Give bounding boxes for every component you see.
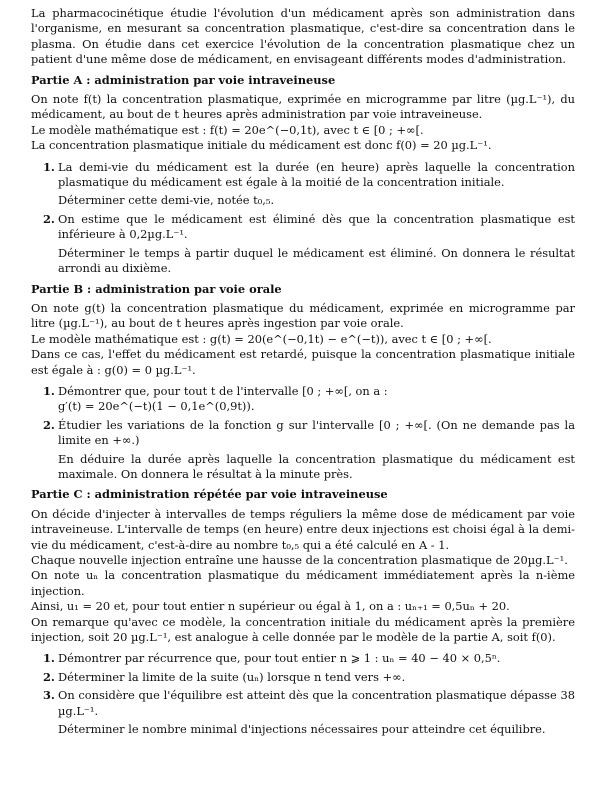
part-a-question-1 [31,160,575,209]
part-c-questions [31,651,575,737]
question-subtext: Déterminer le nombre minimal d'injections nécessaires pour atteindre cet équilibre. [58,722,546,737]
question-text: Déterminer la limite de la suite (uₙ) lorsque n tend vers +∞. [58,669,406,684]
part-b-paragraph-1: On note g(t) la concentration plasmatique du médicament, exprimée en microgramme par litre (µg.L⁻¹), au bout de t heures après ingestion par voie orale. [31,300,575,331]
part-a-question-2 [31,212,575,277]
question-text: Démontrer par récurrence que, pour tout entier n ⩾ 1 : uₙ = 40 − 40 × 0,5ⁿ. [58,651,501,666]
question-text: Étudier les variations de la fonction g sur l'intervalle [0 ; +∞[. (On ne demande pas la limite en +∞.) [58,417,575,448]
part-c-paragraph-3: On note uₙ la concentration plasmatique du médicament immédiatement après la n-ième injection. [31,568,575,598]
question-text: On considère que l'équilibre est atteint dès que la concentration plasmatique dépasse 38 µg.L⁻¹. [58,688,575,718]
part-b-paragraph-2: Le modèle mathématique est : g(t) = 20(e^(−0,1t) − e^(−t)), avec t ∈ [0 ; +∞[. [31,331,492,346]
question-number: 2. [43,211,55,226]
question-number: 3. [43,688,55,703]
part-c-paragraph-2: Chaque nouvelle injection entraîne une hausse de la concentration plasmatique de 20µg.L⁻¹. [31,553,568,567]
part-a-paragraph-2: Le modèle mathématique est : f(t) = 20e^(−0,1t), avec t ∈ [0 ; +∞[. [31,122,424,137]
part-a-title: Partie A : administration par voie intraveineuse [31,72,336,87]
question-number: 2. [43,669,55,684]
part-a-paragraph-3: La concentration plasmatique initiale du médicament est donc f(0) = 20 µg.L⁻¹. [31,138,492,153]
part-c-title: Partie C : administration répétée par voie intraveineuse [31,487,388,502]
part-b-paragraph-3: Dans ce cas, l'effet du médicament est retardé, puisque la concentration plasmatique initiale est égale à : g(0) = 0 µg.L⁻¹. [31,347,575,377]
question-subtext: g′(t) = 20e^(−t)(1 − 0,1e^(0,9t)). [58,399,255,414]
question-subtext: Déterminer le temps à partir duquel le médicament est éliminé. On donnera le résultat arrondi au dixième. [58,245,575,276]
part-a-paragraph-1: On note f(t) la concentration plasmatique, exprimée en microgramme par litre (µg.L⁻¹), du médicament, au bout de t heures après administration par voie intraveineuse. [31,92,575,122]
question-subtext: Déterminer cette demi-vie, notée t₀,₅. [58,193,275,208]
part-a-questions [31,160,575,277]
part-c-paragraph-4: Ainsi, u₁ = 20 et, pour tout entier n supérieur ou égal à 1, on a : uₙ₊₁ = 0,5uₙ + 20. [31,599,510,614]
part-c-question-3 [31,688,575,737]
question-number: 2. [43,417,55,432]
part-b-question-2 [31,418,575,483]
intro-paragraph: La pharmacocinétique étudie l'évolution d'un médicament après son administration dans l'organisme, en mesurant sa concentration plasmatique, c'est-dire sa concentration dans le plasma. On étudie dans cet exercice l'évolution de la concentration plasmatique chez un patient d'une même dose de médicament, en envisageant différents modes d'administration. [31,6,575,67]
question-text: Démontrer que, pour tout t de l'intervalle [0 ; +∞[, on a : [58,383,388,398]
question-number: 1. [43,651,55,666]
question-number: 1. [43,159,55,174]
part-b-question-1 [31,384,575,415]
part-b-title: Partie B : administration par voie orale [31,281,282,296]
question-number: 1. [43,383,55,398]
question-text: On estime que le médicament est éliminé dès que la concentration plasmatique est inférieure à 0,2µg.L⁻¹. [58,211,575,242]
question-text: La demi-vie du médicament est la durée (en heure) après laquelle la concentration plasmatique du médicament est égale à la moitié de la concentration initiale. [58,159,575,190]
part-c-question-2 [31,670,575,685]
part-b-questions [31,384,575,482]
part-c-paragraph-5: On remarque qu'avec ce modèle, la concentration initiale du médicament après la première injection, soit 20 µg.L⁻¹, est analogue à celle donnée par le modèle de la partie A, soit f(0). [31,614,575,645]
part-c-question-1 [31,651,575,666]
part-c-paragraph-1: On décide d'injecter à intervalles de temps réguliers la même dose de médicament par voie intraveineuse. L'intervalle de temps (en heure) entre deux injections est choisi égal à la demi-vie du médicament, c'est-à-dire au nombre t₀,₅ qui a été calculé en A - 1. [31,506,575,552]
question-subtext: En déduire la durée après laquelle la concentration plasmatique du médicament est maximale. On donnera le résultat à la minute près. [58,451,575,481]
